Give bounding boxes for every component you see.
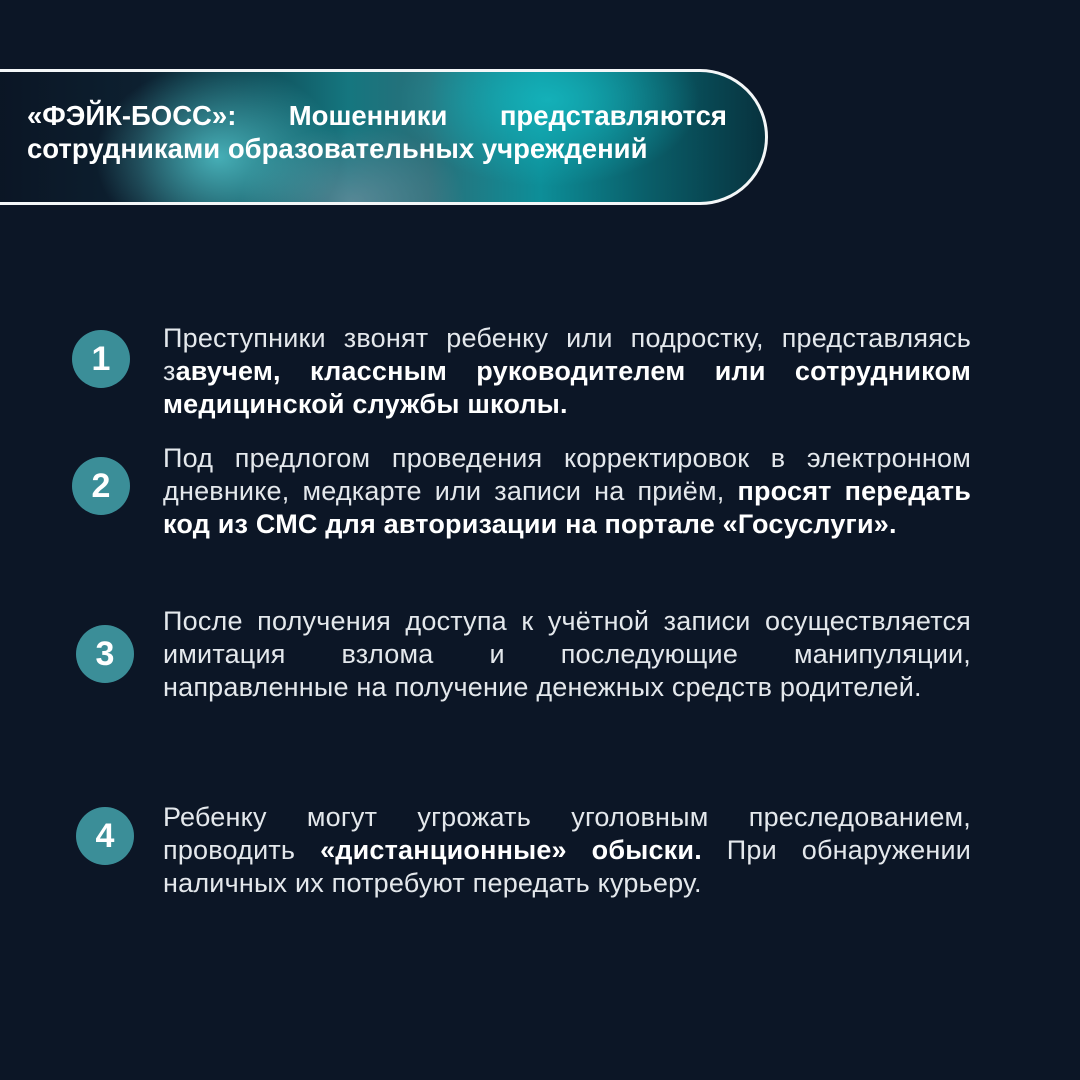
list-item-4-text: [163, 801, 971, 900]
number-badge-2: 2: [72, 457, 130, 515]
list-item-1-text-a: Преступники звонят ребенку или подростку, представляясь з: [163, 323, 971, 386]
list-item-2-text-a: Под предлогом проведения корректировок в электронном дневнике, медкарте или записи на приём,: [163, 443, 971, 506]
title-line-2: сотрудниками образовательных учреждений: [27, 133, 648, 164]
list-item-4-text-a: Ребенку могут угрожать уголовным преследованием, проводить: [163, 802, 971, 865]
number-badge-4: 4: [76, 807, 134, 865]
title-word-3: представляются: [499, 100, 727, 131]
list-item-1-text: [163, 322, 971, 421]
page-title: [27, 99, 727, 165]
list-item-1-text-bold: авучем, классным руководителем или сотрудником медицинской службы школы.: [163, 356, 971, 419]
list-item-3-text: После получения доступа к учётной записи осуществляется имитация взлома и последующие манипуляции, направленные на получение денежных средств родителей.: [163, 606, 971, 702]
number-badge-3: 3: [76, 625, 134, 683]
number-badge-1: 1: [72, 330, 130, 388]
list-item-4-text-c: При обнаружении наличных их потребуют передать курьеру.: [163, 835, 972, 898]
list-item-4-text-bold: «дистанционные» обыски.: [320, 835, 702, 865]
title-word-1: «ФЭЙК-БОСС»:: [27, 100, 237, 131]
list-item-2-text: [163, 442, 971, 541]
title-banner: [0, 69, 768, 205]
title-line-1: [27, 99, 727, 132]
list-item-2-text-bold: просят передать код из СМС для авторизации на портале «Госуслуги».: [163, 476, 971, 539]
title-word-2: Мошенники: [288, 100, 448, 131]
